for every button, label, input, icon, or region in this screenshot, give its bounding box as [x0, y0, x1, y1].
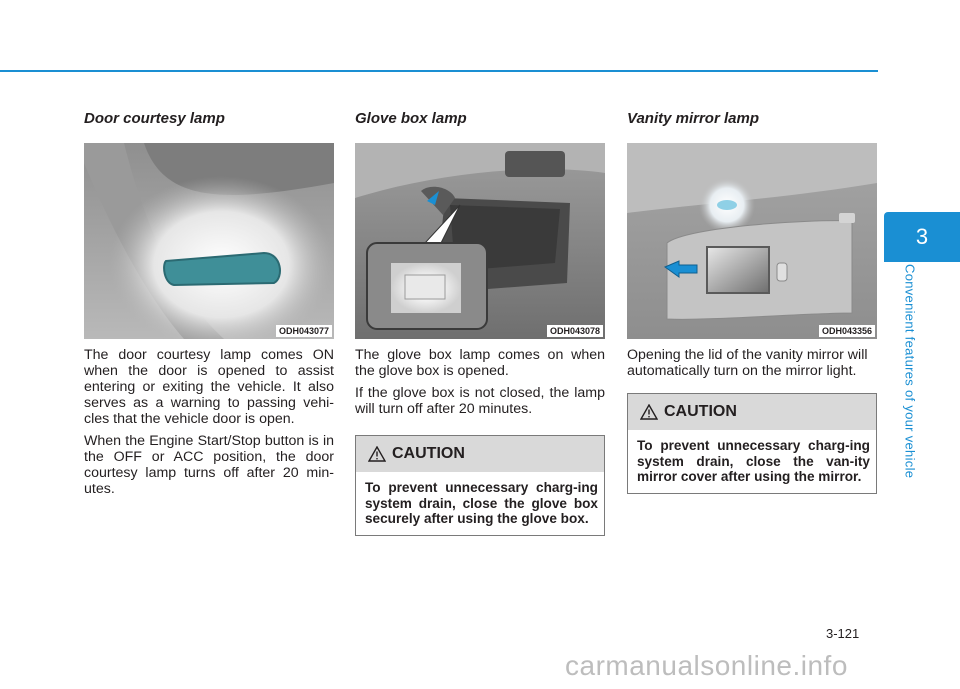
figure-code: ODH043077 [276, 325, 332, 337]
header-rule [0, 70, 878, 72]
door-courtesy-lamp-figure [84, 143, 334, 339]
watermark: carmanualsonline.info [565, 650, 848, 681]
section-title: Door courtesy lamp [84, 110, 225, 127]
caution-text: To prevent unnecessary charg-ing system drain, close the glove box securely after using the glove box. [365, 480, 598, 526]
chapter-title-vertical [898, 264, 922, 496]
paragraph: If the glove box is not closed, the lamp will turn off after 20 minutes. [355, 385, 605, 417]
section-title: Vanity mirror lamp [627, 110, 759, 127]
warning-triangle-icon [640, 404, 658, 420]
figure-code: ODH043356 [819, 325, 875, 337]
paragraph: The door courtesy lamp comes ON when the door is opened to assist entering or exiting the vehicle. It also serves as a warning to passing vehi-cles that the vehicle door is open. [84, 347, 334, 427]
figure-code: ODH043078 [547, 325, 603, 337]
paragraph: Opening the lid of the vanity mirror will automatically turn on the mirror light. [627, 347, 868, 379]
glove-box-lamp-figure [355, 143, 605, 339]
caution-box [355, 435, 605, 536]
section-glove-box-lamp [355, 110, 605, 536]
chapter-tab: 3 [884, 212, 960, 262]
chapter-title: Convenient features of your vehicle [902, 264, 918, 479]
section-vanity-mirror-lamp [627, 110, 877, 494]
section-title: Glove box lamp [355, 110, 467, 127]
paragraph: The glove box lamp comes on when the glove box is opened. [355, 347, 605, 379]
paragraph: When the Engine Start/Stop button is in the OFF or ACC position, the door courtesy lamp turns off after 20 min-utes. [84, 433, 334, 497]
caution-heading: CAUTION [392, 445, 465, 462]
warning-triangle-icon [368, 446, 386, 462]
caution-text: To prevent unnecessary charg-ing system drain, close the van-ity mirror cover after using the mirror. [637, 438, 870, 484]
vanity-mirror-lamp-figure [627, 143, 877, 339]
page-number: 3-121 [826, 626, 860, 641]
caution-box [627, 393, 877, 494]
caution-heading: CAUTION [664, 403, 737, 420]
section-door-courtesy-lamp [84, 110, 334, 503]
